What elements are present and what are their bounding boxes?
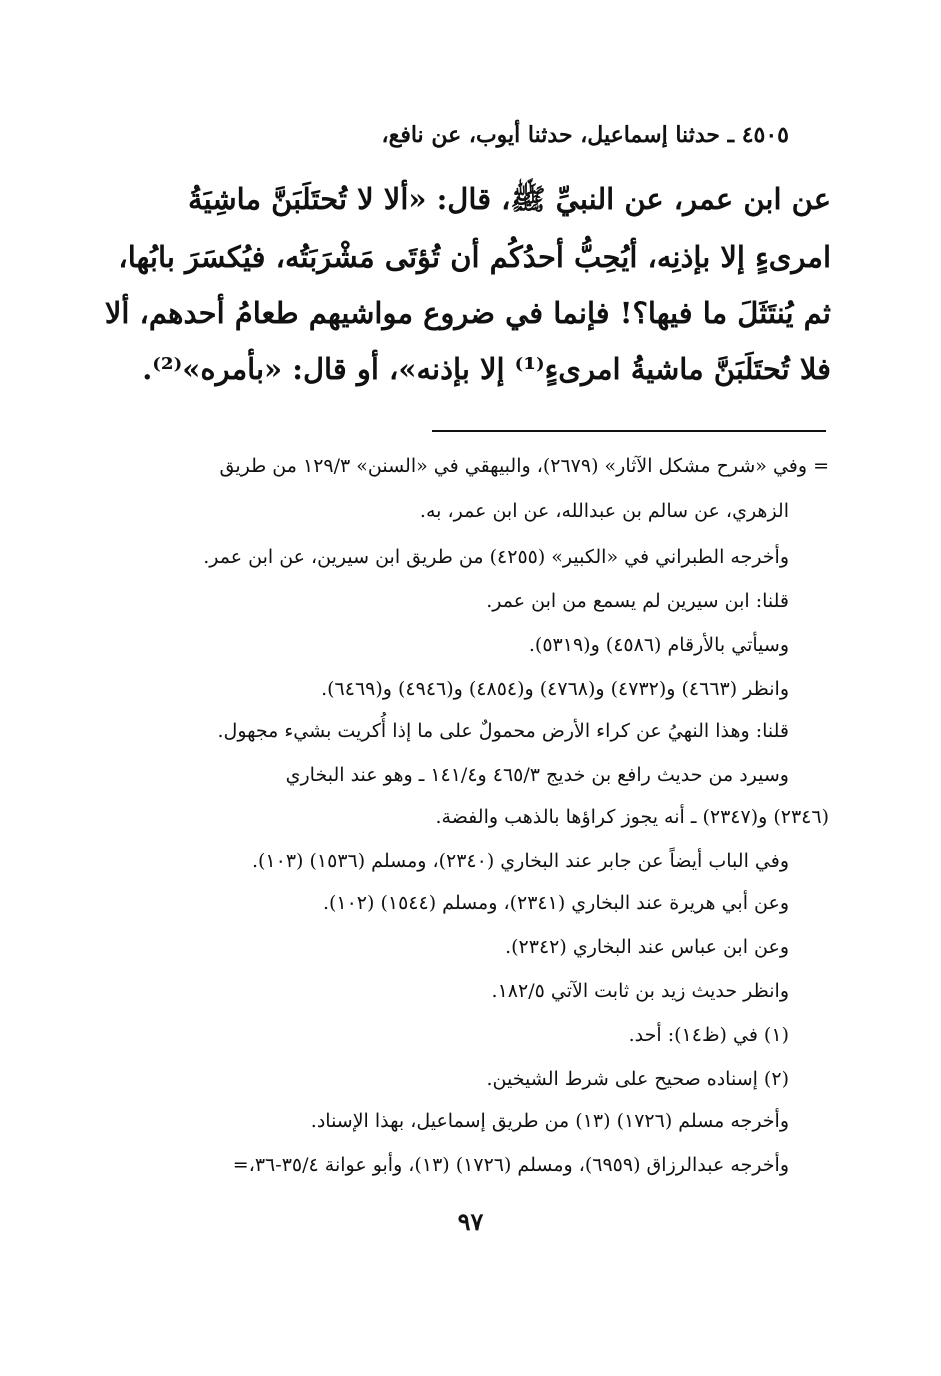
footnote-line: وانظر (٤٦٦٣) و(٤٧٣٢) و(٤٧٦٨) و(٤٨٥٤) و(٤٩٤٦) و(٦٤٦٩). — [321, 678, 789, 700]
footnote-line: وسيرد من حديث رافع بن خديج ٤٦٥/٣ و١٤١/٤ ـ وهو عند البخاري — [285, 764, 789, 786]
hadith-text-line-4: فلا تُحتَلَبَنَّ ماشيةُ امرىءٍ⁽¹⁾ إلا بإذنه»، أو قال: «بأمره»⁽²⁾. — [142, 352, 831, 386]
hadith-text-line-1: عن ابن عمر، عن النبيِّ ﷺ، قال: «ألا لا تُحتَلَبَنَّ ماشِيَةُ — [188, 182, 831, 216]
footnote-line: (٢٣٤٦) و(٢٣٤٧) ـ أنه يجوز كراؤها بالذهب والفضة. — [435, 806, 829, 828]
footnote-line: وانظر حديث زيد بن ثابت الآتي ١٨٢/٥. — [491, 980, 789, 1002]
footnote-separator — [432, 430, 826, 432]
footnote-line: وأخرجه الطبراني في «الكبير» (٤٢٥٥) من طريق ابن سيرين، عن ابن عمر. — [203, 546, 789, 568]
hadith-text-line-2: امرىءٍ إلا بإذنِه، أيُحِبُّ أحدُكُم أن تُؤتَى مَشْرَبَتُه، فيُكسَرَ بابُها، — [118, 240, 831, 274]
hadith-text-line-3: ثم يُنتَثَلَ ما فيها؟! فإنما في ضروع مواشيهم طعامُ أحدهم، ألا — [104, 296, 831, 330]
hadith-header: ٤٥٠٥ ـ حدثنا إسماعيل، حدثنا أيوب، عن نافع، — [381, 122, 789, 148]
footnote-line: قلنا: وهذا النهيُ عن كراء الأرض محمولٌ على ما إذا أُكريت بشيء مجهول. — [217, 720, 789, 742]
footnote-line: قلنا: ابن سيرين لم يسمع من ابن عمر. — [486, 590, 789, 612]
footnote-line: وعن أبي هريرة عند البخاري (٢٣٤١)، ومسلم (١٥٤٤) (١٠٢). — [322, 892, 789, 914]
footnote-2: (٢) إسناده صحيح على شرط الشيخين. — [486, 1068, 789, 1090]
footnote-line: وسيأتي بالأرقام (٤٥٨٦) و(٥٣١٩). — [528, 634, 789, 656]
footnote-line: وأخرجه مسلم (١٧٢٦) (١٣) من طريق إسماعيل، بهذا الإسناد. — [310, 1110, 789, 1132]
footnote-1: (١) في (ظ١٤): أحد. — [628, 1024, 789, 1046]
footnote-line: = وفي «شرح مشكل الآثار» (٢٦٧٩)، والبيهقي في «السنن» ١٢٩/٣ من طريق — [219, 455, 829, 477]
footnote-line: وأخرجه عبدالرزاق (٦٩٥٩)، ومسلم (١٧٢٦) (١٣)، وأبو عوانة ٣٥/٤-٣٦،= — [232, 1154, 789, 1176]
footnote-line: الزهري، عن سالم بن عبدالله، عن ابن عمر، به. — [419, 500, 789, 522]
page-number: ٩٧ — [457, 1207, 484, 1236]
footnote-line: وفي الباب أيضاً عن جابر عند البخاري (٢٣٤٠)، ومسلم (١٥٣٦) (١٠٣). — [251, 850, 789, 872]
footnote-line: وعن ابن عباس عند البخاري (٢٣٤٢). — [505, 936, 789, 958]
